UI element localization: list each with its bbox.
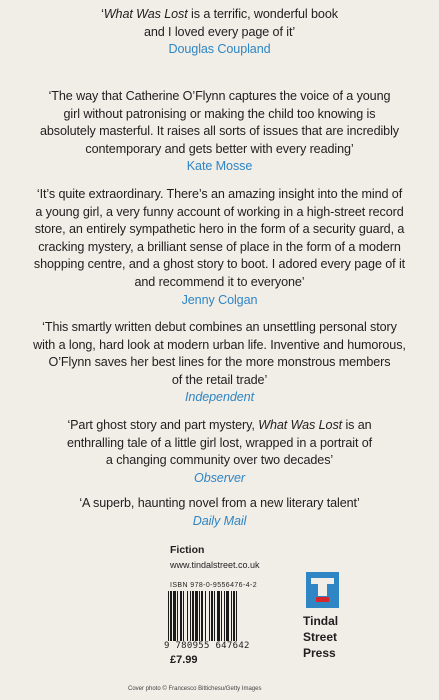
quote-line: is a terrific, wonderful book (187, 7, 338, 21)
quote-colgan (14, 186, 425, 309)
barcode-bar (221, 591, 222, 641)
quote-line: shopping centre, and a ghost story to boot. I adored every page of it (33, 257, 406, 272)
barcode-bar (226, 591, 229, 641)
publisher-line: Press (303, 646, 336, 660)
quote-line: with a long, hard look at modern urban life. Inventive and humorous, (33, 337, 406, 352)
quote-line: enthralling tale of a little girl lost, wrapped in a portrait of (66, 435, 373, 450)
barcode-bar (177, 591, 178, 641)
barcode-bar (224, 591, 225, 641)
barcode-bar (201, 591, 203, 641)
quote-line: ‘The way that Catherine O’Flynn captures the voice of a young (48, 89, 391, 103)
quote-line: ‘This smartly written debut combines an unsettling personal story (42, 320, 397, 334)
barcode-bar (187, 591, 188, 641)
quote-line: absolutely masterful. It raises all sorts of issues that are incredibly (40, 124, 399, 139)
quote-author: Kate Mosse (186, 159, 253, 174)
barcode-bar (209, 591, 210, 641)
quote-line: and I loved every page of it’ (143, 24, 296, 39)
quote-independent (14, 319, 425, 407)
quote-title: What Was Lost (103, 7, 188, 21)
quote-title: What Was Lost (258, 418, 343, 432)
isbn-number: ISBN 978-0-9556476-4-2 (170, 582, 258, 589)
quote-mosse (14, 88, 425, 176)
barcode-bar (173, 591, 176, 641)
barcode-icon (166, 591, 270, 643)
quote-line: ‘A superb, haunting novel from a new literary talent’ (79, 496, 360, 510)
quote-line: contemporary and gets better with every reading’ (85, 141, 354, 156)
quote-line: a young girl, a very funny account of working in a high-street record (35, 204, 404, 219)
quote-line: of the retail trade’ (171, 372, 268, 387)
barcode-bar (190, 591, 191, 641)
price: £7.99 (170, 654, 198, 666)
barcode-bar (214, 591, 215, 641)
barcode-bar (183, 591, 184, 641)
quote-daily-mail (14, 495, 425, 530)
quote-line-part: is an (342, 418, 372, 432)
tindal-street-t-logo-icon (306, 572, 339, 608)
quote-author: Independent (185, 390, 254, 405)
barcode-bar (192, 591, 194, 641)
publisher-website: www.tindalstreet.co.uk (170, 560, 260, 570)
quote-author: Jenny Colgan (181, 292, 258, 307)
quote-line: girl without patronising or making the child too knowing is (63, 106, 376, 121)
barcode-bar (205, 591, 206, 641)
quote-author: Observer (194, 470, 245, 485)
barcode-bar (211, 591, 213, 641)
quote-author: Douglas Coupland (168, 42, 271, 57)
publisher-name (303, 613, 338, 661)
quote-author: Daily Mail (192, 513, 247, 528)
quote-text: ‘What Was Lost is a terrific, wonderful book (101, 7, 338, 21)
quote-observer (14, 417, 425, 487)
quote-line (14, 417, 425, 435)
quote-coupland (14, 6, 425, 59)
publisher-line: Tindal (303, 614, 339, 628)
barcode-digits: 9 780955 647642 (164, 641, 250, 651)
quote-line: a changing community over two decades’ (105, 453, 334, 468)
quote-line: ‘It’s quite extraordinary. There’s an amazing insight into the mind of (36, 187, 403, 201)
cover-photo-credit: Cover photo © Francesco Bittichesu/Getty Images (128, 686, 262, 692)
barcode-bar (236, 591, 237, 641)
barcode-bar (168, 591, 169, 641)
quote-line: and recommend it to everyone’ (134, 274, 305, 289)
publisher-line: Street (303, 630, 338, 644)
quote-line: O’Flynn saves her best lines for the more monstrous members (48, 355, 391, 370)
barcode-bar (170, 591, 172, 641)
genre-label: Fiction (170, 544, 205, 556)
quote-line: cracking mystery, a brilliant sense of place in the form of a modern (38, 239, 401, 254)
barcode-bar (231, 591, 232, 641)
quote-line-part: ‘Part ghost story and part mystery, (67, 418, 259, 432)
barcode-bar (199, 591, 200, 641)
quote-line: store, an entirely sympathetic hero in the form of a security guard, a (34, 222, 405, 237)
barcode-bar (233, 591, 235, 641)
barcode-bar (195, 591, 198, 641)
barcode-bar (180, 591, 182, 641)
barcode-bar (217, 591, 220, 641)
